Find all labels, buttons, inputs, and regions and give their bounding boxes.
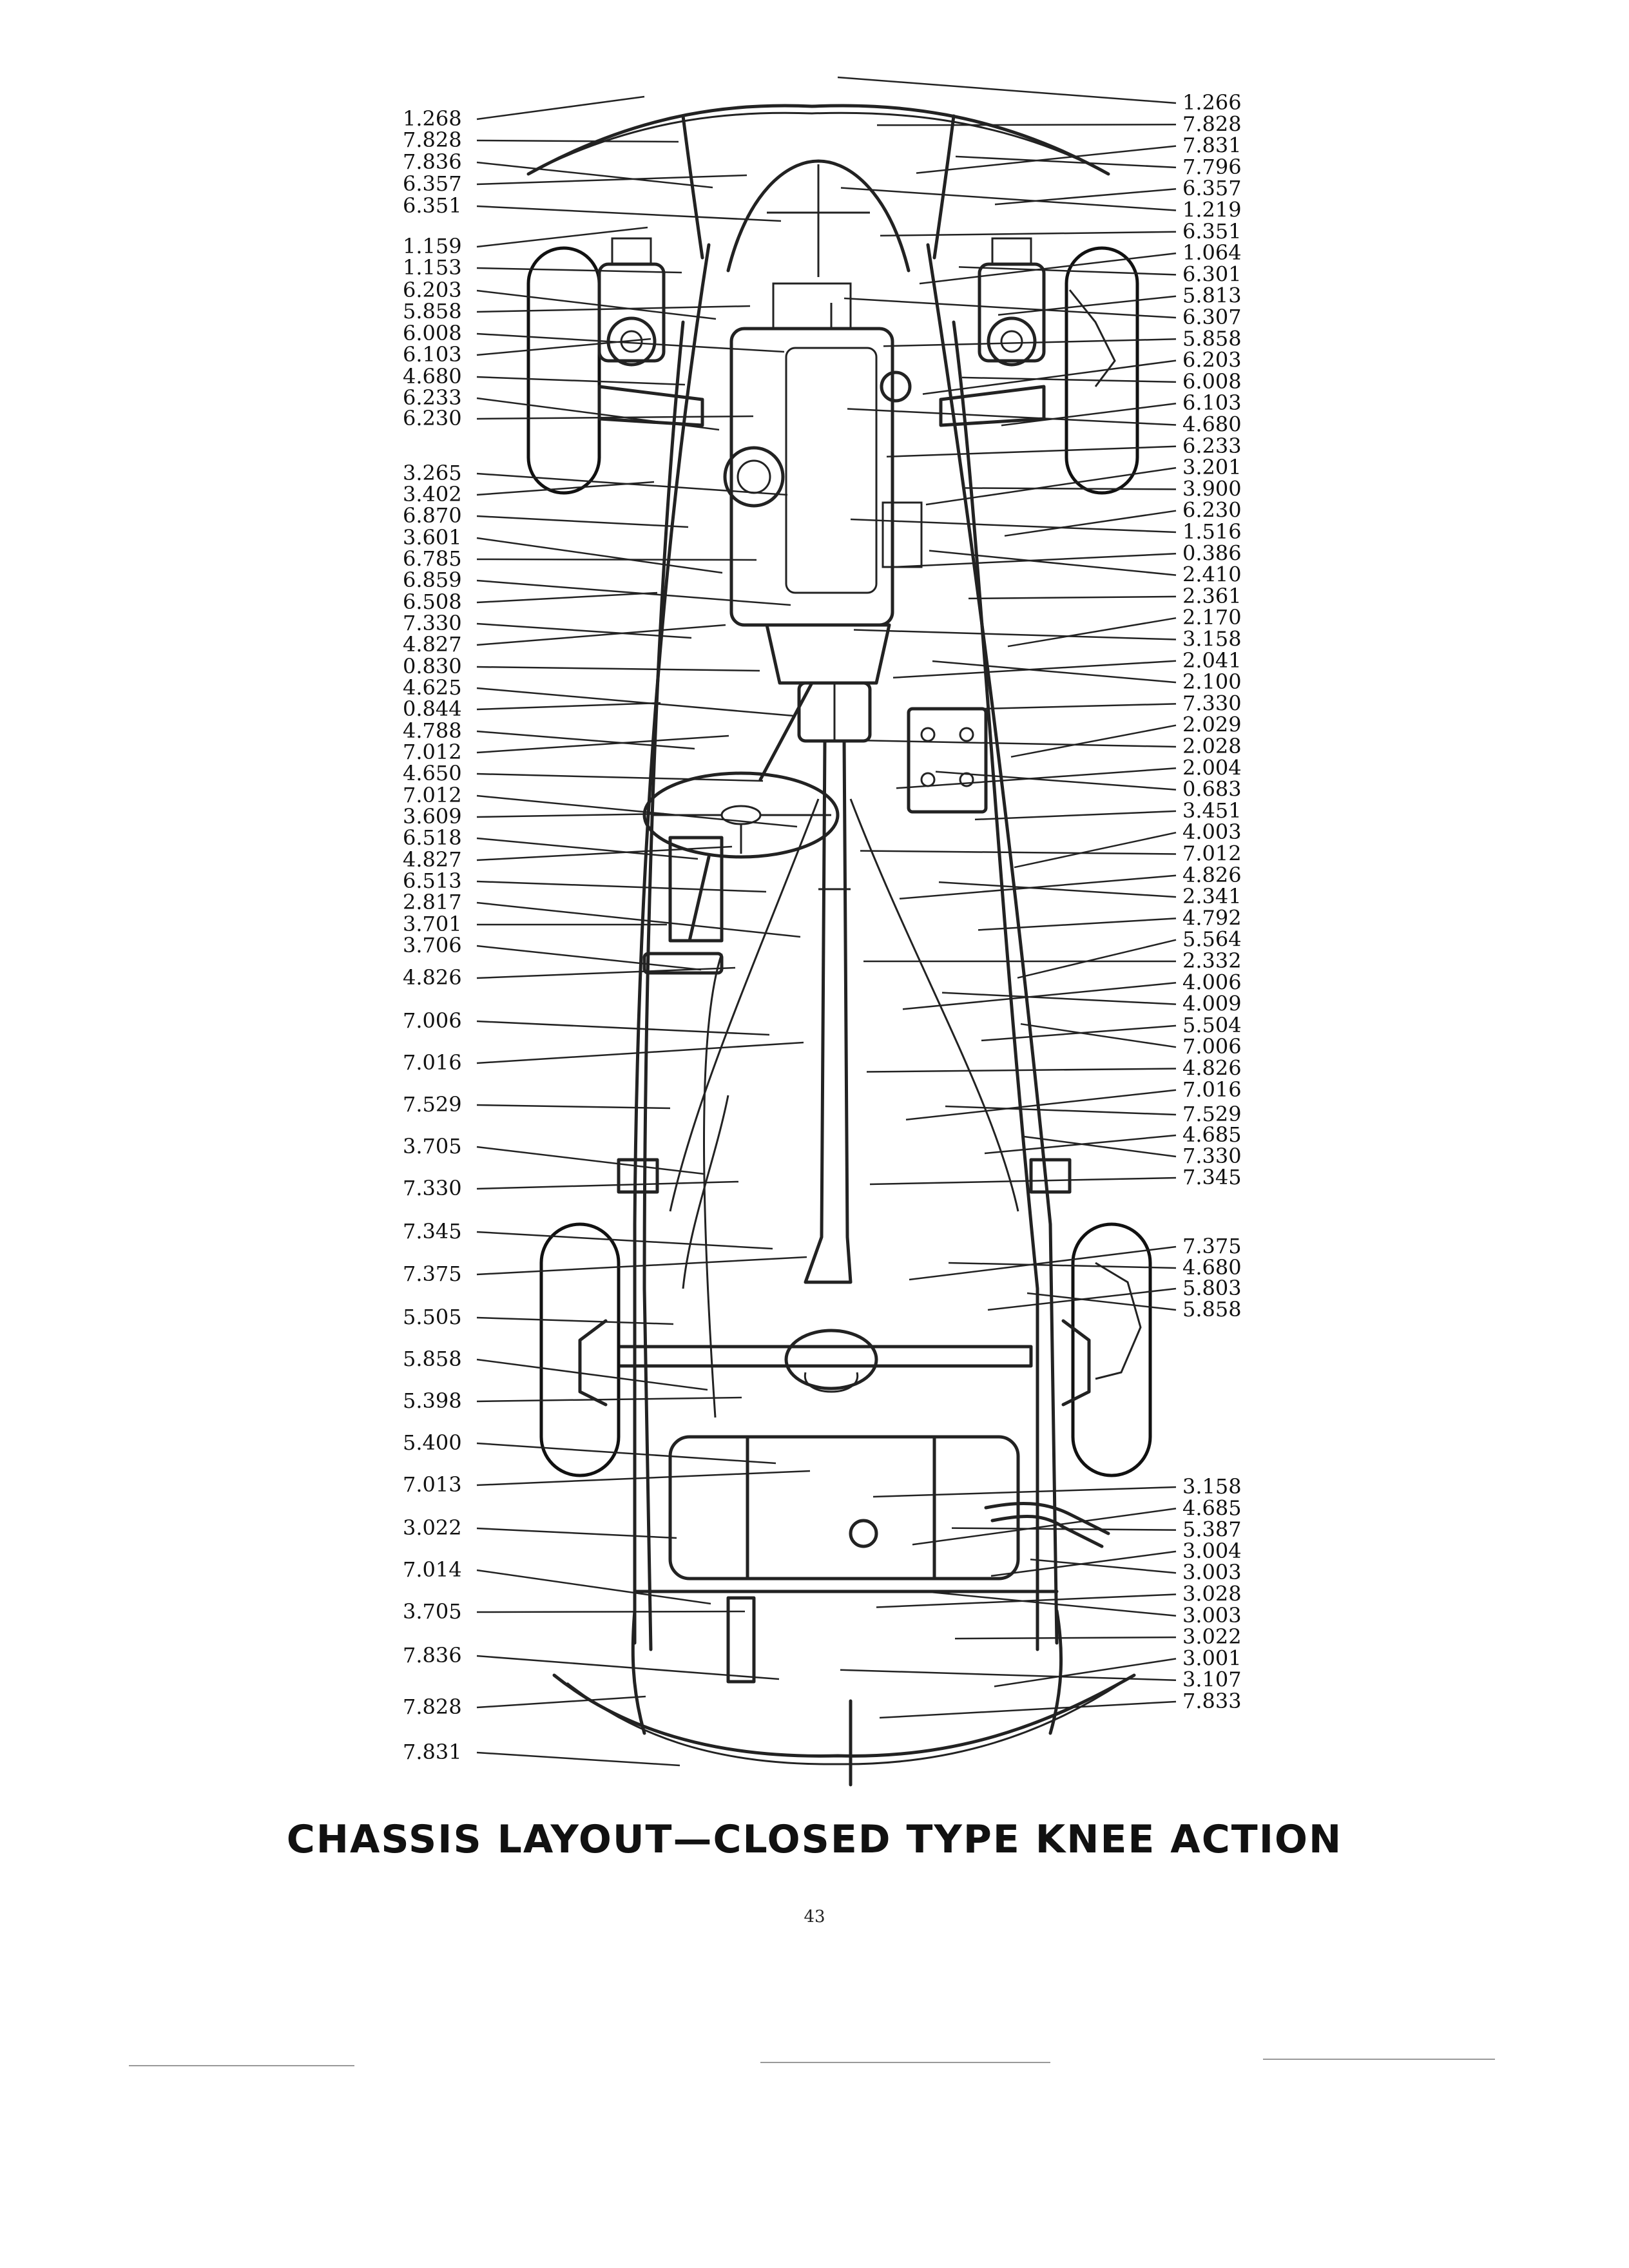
callout-label-left: 3.609 [403,804,462,829]
leader-line [477,538,722,573]
callout-label-right: 1.516 [1182,519,1242,544]
leader-line [916,146,1176,173]
leader-line [477,1696,646,1707]
callout-label-left: 7.828 [403,1695,462,1719]
callout-label-left: 7.012 [403,783,462,807]
torque-tube [805,741,851,1282]
callout-label-right: 3.900 [1182,476,1242,501]
callout-label-right: 2.341 [1182,884,1242,909]
callout-label-right: 3.001 [1182,1646,1242,1671]
leader-line [477,1443,776,1463]
callout-label-right: 7.833 [1182,1689,1242,1713]
callout-label-right: 6.301 [1182,262,1242,287]
leader-line [477,227,648,247]
leader-line [880,232,1176,236]
callout-label-right: 2.004 [1182,755,1242,780]
callout-label-right: 6.103 [1182,390,1242,416]
leader-line [854,630,1176,640]
knee-action-left [599,238,702,425]
scan-line [1263,2059,1495,2060]
tire-rear-right [1073,1224,1150,1475]
callout-label-left: 0.844 [403,697,462,721]
callout-label-right: 4.792 [1182,905,1242,930]
callouts-right [1182,90,1242,1713]
leader-line [870,1178,1176,1184]
leader-line [903,983,1176,1009]
callout-label-right: 2.170 [1182,605,1242,630]
leader-line [965,488,1176,489]
leader-line [477,1257,807,1274]
callout-label-left: 7.836 [403,149,462,174]
leader-line [955,1637,1176,1639]
leader-line [972,704,1176,709]
chassis-illustration [528,106,1150,1785]
leader-line [477,1471,810,1485]
leader-line [939,882,1176,897]
callout-label-left: 1.159 [403,234,462,258]
leader-line [477,796,797,827]
leader-line [906,1090,1176,1120]
callout-label-right: 4.685 [1182,1495,1242,1521]
leader-line [477,946,701,970]
callout-label-right: 7.012 [1182,841,1242,866]
callout-label-left: 7.375 [403,1262,462,1286]
callout-label-right: 7.330 [1182,1144,1242,1168]
callout-label-left: 5.398 [403,1389,462,1413]
callout-label-right: 5.858 [1182,1297,1242,1321]
leader-line [477,667,760,671]
callout-label-left: 7.330 [403,1176,462,1200]
callout-label-right: 4.009 [1182,991,1242,1016]
scan-line [760,2062,1050,2063]
leader-line [477,1656,779,1679]
callout-label-left: 6.870 [403,503,462,528]
callout-label-right: 6.203 [1182,347,1242,372]
leader-line [932,661,1176,682]
tire-front-left [528,248,599,493]
callout-label-left: 4.826 [403,965,462,990]
leader-line [860,851,1176,854]
callout-label-right: 5.387 [1182,1517,1242,1542]
callout-label-right: 7.828 [1182,111,1242,137]
leader-line [477,1611,745,1612]
leader-line [880,1702,1176,1718]
leader-line [477,903,800,937]
callout-label-right: 1.064 [1182,240,1242,265]
callout-label-right: 4.826 [1182,1055,1242,1081]
leader-line [1008,618,1176,646]
leader-line [477,1043,804,1063]
battery [909,709,986,812]
callout-label-left: 6.351 [403,193,462,218]
callout-label-left: 7.006 [403,1008,462,1033]
callout-label-right: 6.357 [1182,176,1242,201]
leader-line [857,740,1176,747]
leader-line [477,581,791,605]
leader-line [477,559,757,560]
leader-line [877,124,1176,125]
callout-label-right: 2.361 [1182,583,1242,608]
callout-label-right: 6.351 [1182,218,1242,244]
callout-label-left: 7.828 [403,128,462,152]
brake-cable-left [670,799,818,1211]
page-title: CHASSIS LAYOUT—CLOSED TYPE KNEE ACTION [286,1817,1343,1862]
callout-label-left: 0.830 [403,654,462,678]
callout-label-left: 4.827 [403,632,462,657]
callout-label-right: 2.041 [1182,648,1242,673]
callout-label-left: 7.330 [403,611,462,635]
callout-label-right: 6.307 [1182,305,1242,329]
leader-line [841,188,1176,211]
callout-label-right: 7.016 [1182,1077,1242,1102]
callout-label-left: 7.014 [403,1557,462,1582]
callout-label-left: 6.859 [403,568,462,592]
leader-line [477,625,726,645]
callout-label-right: 7.006 [1182,1034,1242,1059]
leader-line [477,736,729,753]
callout-label-right: 3.004 [1182,1538,1242,1563]
callout-label-right: 4.826 [1182,862,1242,887]
callout-label-left: 6.508 [403,590,462,614]
callout-label-right: 7.529 [1182,1102,1242,1126]
callout-label-right: 7.796 [1182,154,1242,179]
leader-line [1017,940,1176,978]
callout-label-right: 5.564 [1182,927,1242,952]
callout-label-right: 4.003 [1182,820,1242,845]
steering-wheel [644,683,838,941]
callout-label-left: 3.705 [403,1599,462,1624]
callout-label-left: 4.650 [403,761,462,785]
callout-label-left: 5.858 [403,299,462,323]
callout-label-right: 6.230 [1182,497,1242,523]
leader-line [477,1105,670,1108]
leader-line [994,1658,1176,1686]
fuel-tank [670,1437,1108,1579]
callout-label-left: 4.788 [403,718,462,743]
leader-line [477,688,794,716]
callout-label-left: 7.345 [403,1219,462,1244]
callout-label-left: 3.022 [403,1515,462,1540]
leader-line [477,97,644,119]
leader-line [838,77,1176,103]
callout-label-right: 5.803 [1182,1276,1242,1300]
callout-label-right: 2.029 [1182,712,1242,737]
callout-label-right: 3.028 [1182,1581,1242,1606]
leader-line [945,1106,1176,1115]
callout-label-right: 3.107 [1182,1667,1242,1692]
callout-label-right: 3.003 [1182,1560,1242,1585]
callout-label-right: 3.451 [1182,798,1242,823]
callout-label-right: 4.006 [1182,970,1242,995]
callout-label-left: 6.513 [403,869,462,893]
callout-label-right: 1.219 [1182,197,1242,222]
callout-label-right: 3.003 [1182,1602,1242,1628]
callout-label-left: 3.265 [403,461,462,485]
leader-line [477,334,784,352]
callout-label-left: 7.012 [403,740,462,764]
callout-label-right: 4.685 [1182,1122,1242,1147]
callout-label-right: 3.201 [1182,455,1242,480]
leader-line [477,1528,677,1538]
callout-label-right: 0.683 [1182,776,1242,802]
leader-line [851,519,1176,532]
callout-label-left: 6.357 [403,171,462,196]
callout-label-left: 5.858 [403,1347,462,1371]
callout-label-left: 6.203 [403,278,462,302]
callout-label-right: 4.680 [1182,412,1242,437]
callout-label-right: 6.008 [1182,369,1242,394]
callout-label-right: 0.386 [1182,541,1242,566]
leader-line [477,1147,704,1174]
leader-line [936,772,1176,790]
callout-label-left: 3.706 [403,933,462,957]
page-number: 43 [804,1907,825,1927]
leader-line [477,814,664,817]
callout-label-right: 2.410 [1182,562,1242,587]
callout-label-left: 3.402 [403,482,462,506]
leader-line [1024,1137,1176,1157]
leader-line [477,1570,711,1604]
callout-label-left: 6.785 [403,546,462,571]
leader-line [978,918,1176,930]
callout-label-left: 2.817 [403,890,462,914]
leader-line [477,1182,738,1189]
callout-label-right: 7.345 [1182,1165,1242,1189]
callout-label-right: 5.858 [1182,326,1242,351]
callouts-left [403,106,462,1764]
leader-line [477,206,781,221]
callout-label-left: 6.230 [403,406,462,430]
callout-label-right: 6.233 [1182,433,1242,458]
callout-label-right: 2.332 [1182,948,1242,973]
transmission [767,625,889,741]
callout-label-right: 7.375 [1182,1234,1242,1258]
callout-label-right: 5.504 [1182,1012,1242,1037]
leader-line [477,703,660,709]
leader-line [867,1069,1176,1072]
callout-label-left: 6.008 [403,321,462,345]
engine [725,284,921,625]
callout-label-right: 5.813 [1182,283,1242,308]
front-bumper [528,106,1108,174]
leader-line [477,1021,769,1035]
leader-line [477,1753,680,1765]
leader-line [1014,832,1176,867]
callout-label-left: 6.103 [403,342,462,367]
callout-label-right: 4.680 [1182,1255,1242,1280]
leader-line [952,1528,1176,1530]
leader-line [1005,511,1176,536]
callout-label-right: 2.100 [1182,669,1242,695]
callout-label-left: 3.705 [403,1134,462,1158]
brake-cable-right [851,799,1018,1211]
callout-label-left: 7.831 [403,1740,462,1764]
leader-line [912,1508,1176,1544]
callout-label-left: 5.400 [403,1430,462,1455]
scan-line [129,2065,354,2066]
callout-label-left: 6.233 [403,385,462,410]
callout-label-left: 6.518 [403,825,462,850]
callout-label-left: 5.505 [403,1305,462,1329]
callout-label-left: 3.601 [403,525,462,550]
callout-label-left: 3.701 [403,912,462,936]
callout-label-left: 4.625 [403,675,462,700]
callout-label-left: 4.827 [403,847,462,872]
callout-label-left: 7.529 [403,1092,462,1117]
callout-label-right: 3.022 [1182,1624,1242,1649]
leader-line [873,1487,1176,1497]
callout-label-left: 7.836 [403,1643,462,1667]
leader-line [840,1670,1176,1680]
rear-axle [606,1331,1031,1392]
leader-line [1011,726,1176,757]
leader-line [900,876,1176,899]
callout-label-left: 1.268 [403,106,462,131]
callout-label-right: 1.266 [1182,90,1242,115]
callout-label-right: 2.028 [1182,734,1242,758]
leader-line [477,593,657,602]
callout-label-right: 7.831 [1182,133,1242,158]
callout-label-left: 4.680 [403,364,462,389]
leader-line [477,140,679,142]
callout-label-right: 7.330 [1182,691,1242,716]
leader-line [477,1232,773,1249]
leader-line [995,189,1176,204]
callout-label-right: 3.158 [1182,626,1242,651]
callout-label-left: 7.016 [403,1050,462,1075]
leader-line [969,597,1176,599]
callout-label-right: 3.158 [1182,1474,1242,1499]
callout-label-left: 7.013 [403,1472,462,1497]
leader-line [477,516,688,527]
callout-label-left: 1.153 [403,255,462,280]
